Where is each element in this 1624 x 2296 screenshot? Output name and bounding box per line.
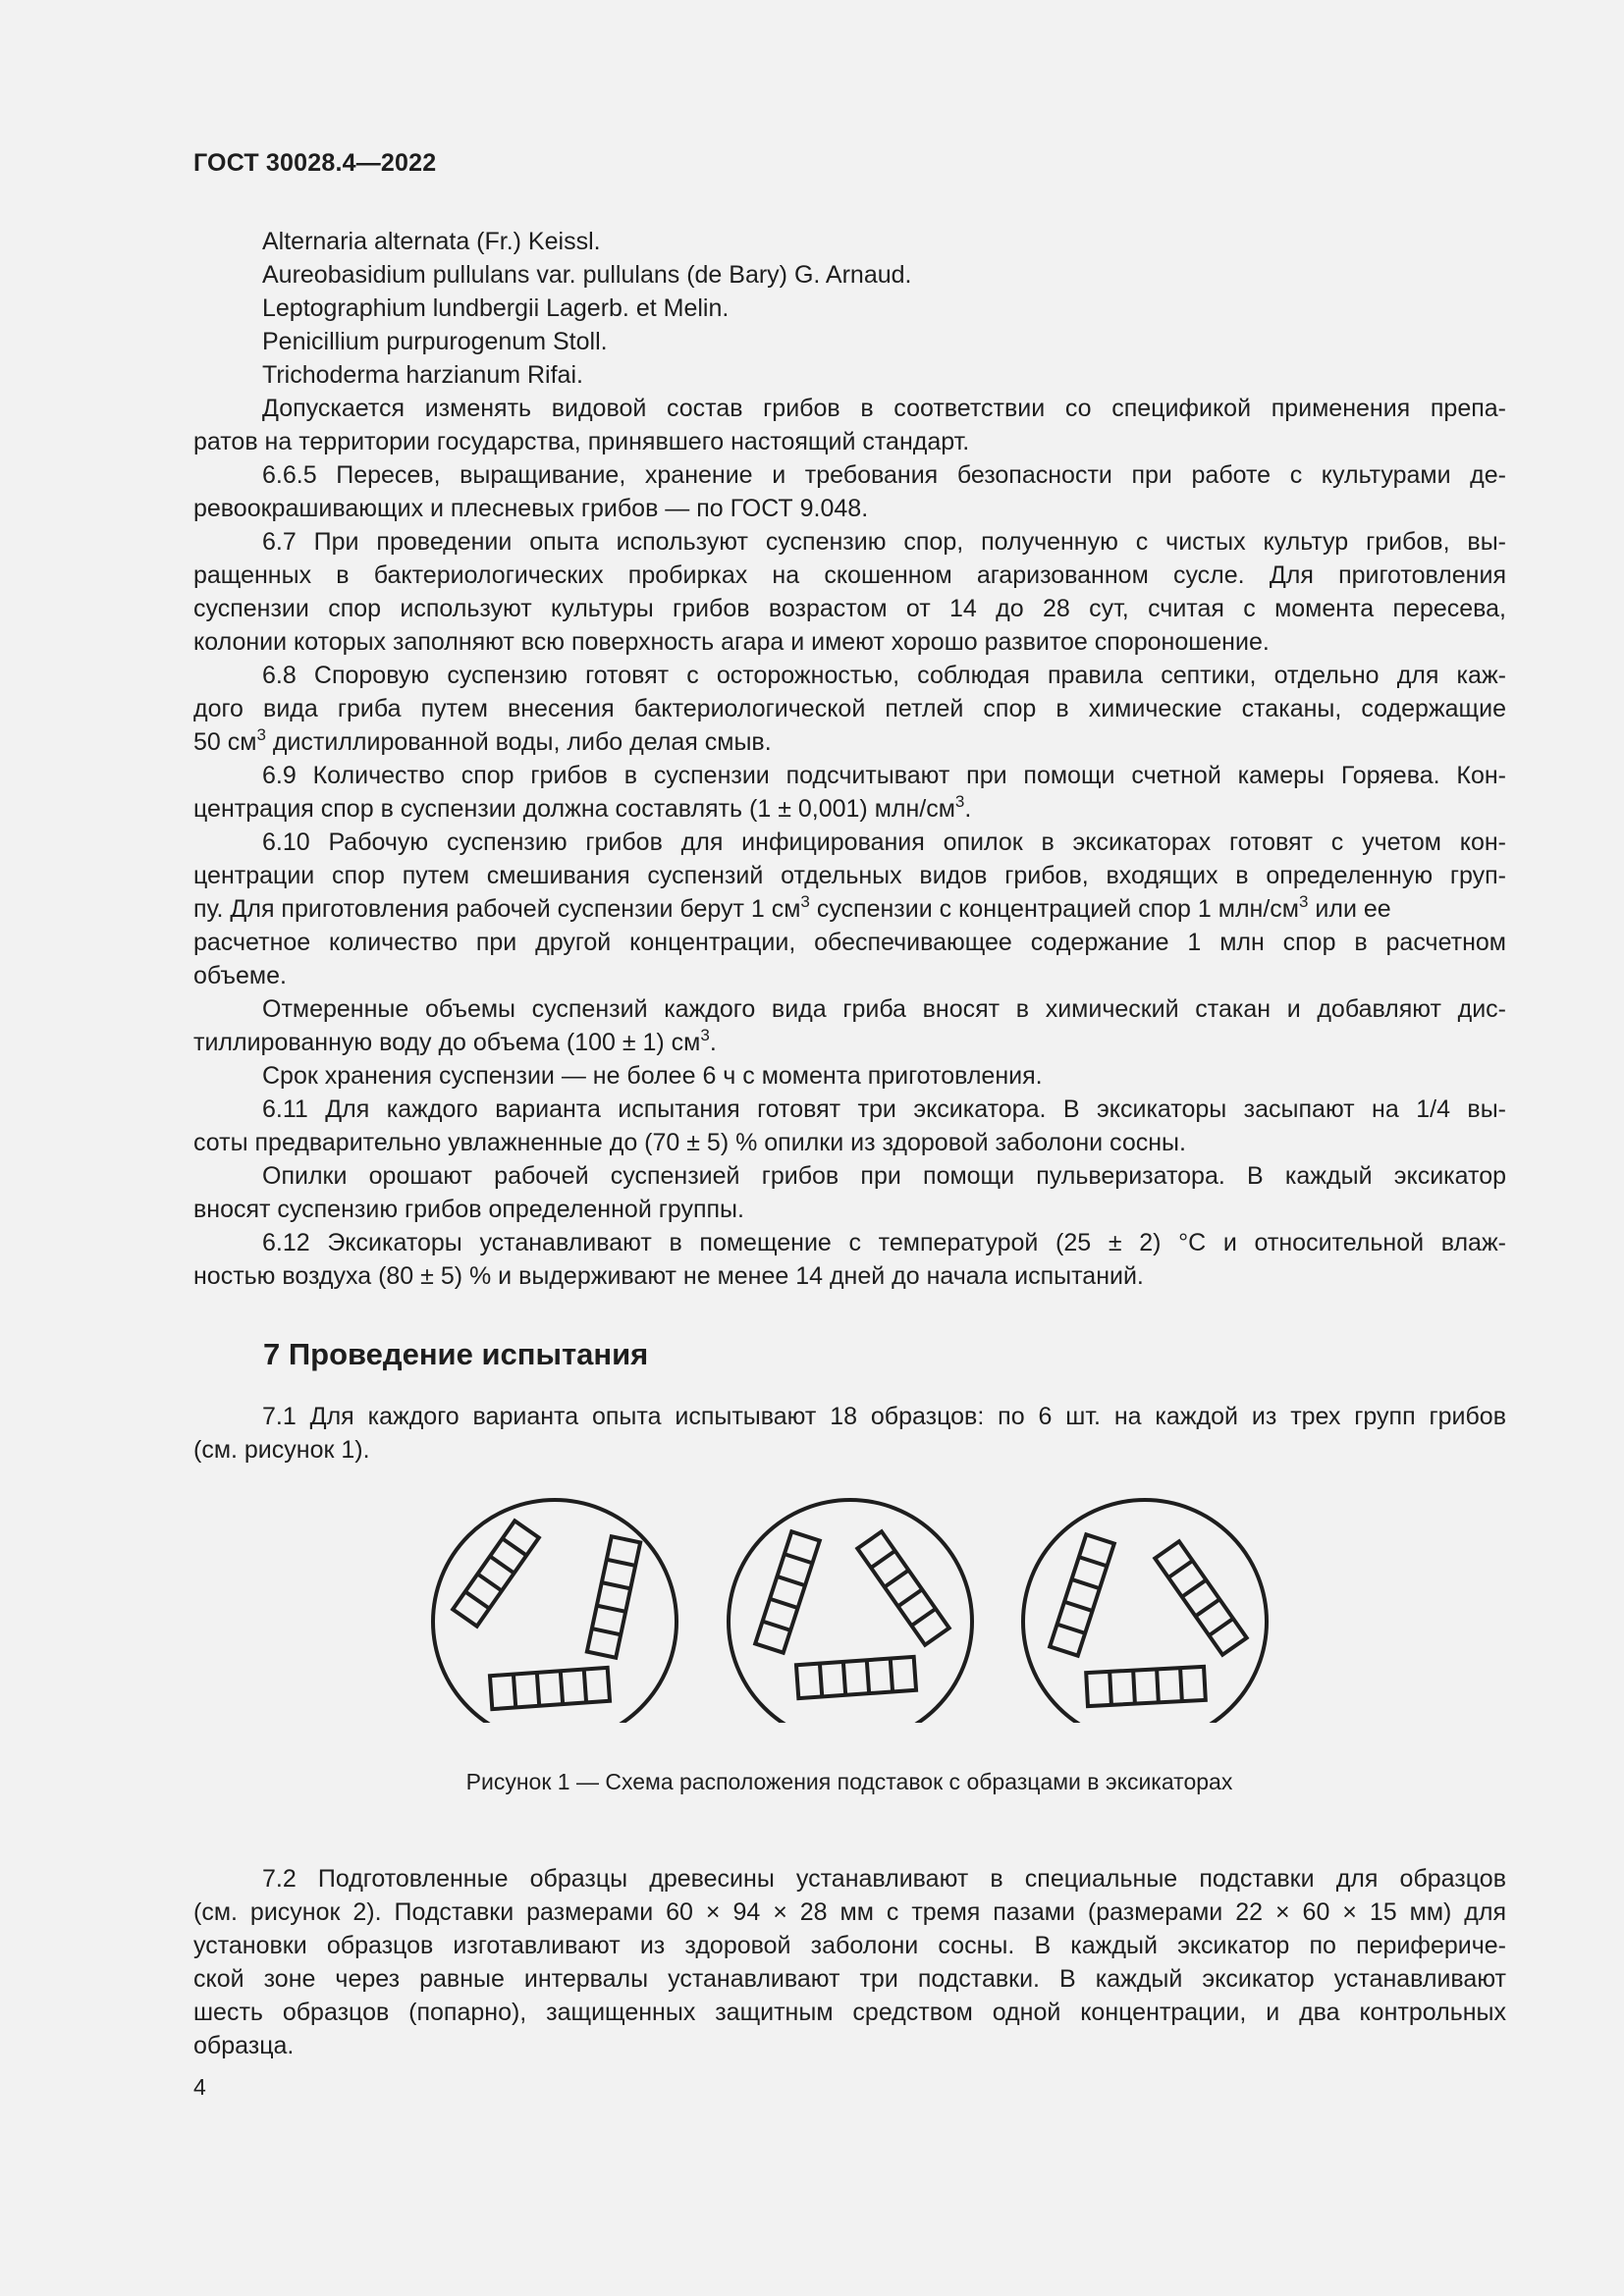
- desiccator-diagram: [422, 1487, 1286, 1723]
- desiccator-1: [433, 1500, 677, 1723]
- text-line: [193, 292, 1506, 325]
- text-run: образца.: [193, 2032, 295, 2059]
- text-run: пу. Для приготовления рабочей суспензии берут 1 см: [193, 895, 801, 923]
- text-line: [193, 1862, 1506, 1896]
- text-line: [193, 2029, 1506, 2062]
- text-run: Срок хранения суспензии — не более 6 ч с момента приготовления.: [262, 1062, 1043, 1090]
- text-line: [193, 659, 1506, 692]
- text-run: 50 см: [193, 728, 257, 756]
- text-line: [193, 225, 1506, 258]
- text-run: вносят суспензию грибов определенной группы.: [193, 1196, 744, 1223]
- text-run: суспензии спор используют культуры грибов возрастом от 14 до 28 сут, считая с момента пересева,: [193, 595, 1506, 622]
- text-run: Trichoderma harzianum Rifai.: [262, 361, 583, 389]
- text-run: центрации спор путем смешивания суспензий отдельных видов грибов, входящих в определенную груп-: [193, 862, 1506, 889]
- desiccator-3: [1023, 1500, 1267, 1723]
- text-run: 6.12 Эксикаторы устанавливают в помещение с температурой (25 ± 2) °С и относительной влаж-: [262, 1229, 1506, 1256]
- text-run: Опилки орошают рабочей суспензией грибов при помощи пульверизатора. В каждый эксикатор: [262, 1162, 1506, 1190]
- text-line: [193, 1126, 1506, 1159]
- text-run: Leptographium lundbergii Lagerb. et Melin.: [262, 294, 730, 322]
- text-run: .: [964, 795, 972, 823]
- text-line: [193, 425, 1506, 458]
- text-line: [193, 1159, 1506, 1193]
- superscript: 3: [800, 892, 810, 911]
- text-run: 6.9 Количество спор грибов в суспензии подсчитывают при помощи счетной камеры Горяева. Кон-: [262, 762, 1506, 789]
- text-run: ратов на территории государства, принявшего настоящий стандарт.: [193, 428, 970, 455]
- document-header: ГОСТ 30028.4—2022: [193, 149, 437, 177]
- text-line: [193, 959, 1506, 992]
- figure-1-caption: Рисунок 1 — Схема расположения подставок с образцами в эксикаторах: [465, 1769, 1233, 1794]
- text-run: 6.11 Для каждого варианта испытания готовят три эксикатора. В эксикаторы засыпают на 1/4 вы-: [262, 1095, 1506, 1123]
- text-run: 6.6.5 Пересев, выращивание, хранение и требования безопасности при работе с культурами де-: [262, 461, 1506, 489]
- figure-1-desiccator-scheme: [422, 1487, 1286, 1723]
- text-line: [193, 1896, 1506, 1929]
- text-line: [193, 1433, 1506, 1467]
- text-run: Aureobasidium pullulans var. pullulans (de Bary) G. Arnaud.: [262, 261, 912, 289]
- text-run: колонии которых заполняют всю поверхность агара и имеют хорошо развитое спороношение.: [193, 628, 1270, 656]
- section-7-title: 7 Проведение испытания: [263, 1337, 649, 1371]
- superscript: 3: [1298, 892, 1309, 911]
- text-run: тиллированную воду до объема (100 ± 1) см: [193, 1029, 701, 1056]
- text-line: [193, 258, 1506, 292]
- text-run: .: [709, 1029, 717, 1056]
- text-run: Отмеренные объемы суспензий каждого вида гриба вносят в химический стакан и добавляют дис-: [262, 995, 1506, 1023]
- text-line: [193, 592, 1506, 625]
- text-line: [193, 992, 1506, 1026]
- text-run: суспензии с концентрацией спор 1 млн/см: [809, 895, 1299, 923]
- text-run: (см. рисунок 2). Подставки размерами 60 × 94 × 28 мм с тремя пазами (размерами 22 × 60 × 15 мм) для: [193, 1898, 1506, 1926]
- text-line: [193, 559, 1506, 592]
- text-line: [193, 1059, 1506, 1093]
- text-line: [193, 892, 1506, 926]
- text-line: [193, 1259, 1506, 1293]
- text-run: 7.2 Подготовленные образцы древесины устанавливают в специальные подставки для образцов: [262, 1865, 1506, 1893]
- text-line: [193, 725, 1506, 759]
- text-line: [193, 325, 1506, 358]
- text-run: центрация спор в суспензии должна составлять (1 ± 0,001) млн/см: [193, 795, 955, 823]
- text-run: 6.8 Споровую суспензию готовят с осторожностью, соблюдая правила септики, отдельно для каж-: [262, 662, 1506, 689]
- superscript: 3: [700, 1026, 710, 1044]
- text-line: [193, 1400, 1506, 1433]
- text-run: 7.1 Для каждого варианта опыта испытывают 18 образцов: по 6 шт. на каждой из трех групп грибов: [262, 1403, 1506, 1430]
- text-line: [193, 492, 1506, 525]
- text-line: [193, 625, 1506, 659]
- page-number: 4: [193, 2074, 206, 2100]
- text-run: ностью воздуха (80 ± 5) % и выдерживают не менее 14 дней до начала испытаний.: [193, 1262, 1144, 1290]
- text-line: [193, 792, 1506, 826]
- text-line: [193, 1996, 1506, 2029]
- text-line: [193, 1193, 1506, 1226]
- text-line: [193, 692, 1506, 725]
- text-line: [193, 392, 1506, 425]
- text-run: соты предварительно увлажненные до (70 ± 5) % опилки из здоровой заболони сосны.: [193, 1129, 1186, 1156]
- text-block-section-6: [193, 225, 1506, 1293]
- text-line: [193, 926, 1506, 959]
- text-run: 6.10 Рабочую суспензию грибов для инфицирования опилок в эксикаторах готовят с учетом кон-: [262, 828, 1506, 856]
- text-run: шесть образцов (попарно), защищенных защитным средством одной концентрации, и два контрольных: [193, 1999, 1506, 2026]
- text-run: ращенных в бактериологических пробирках на скошенном агаризованном сусле. Для приготовления: [193, 561, 1506, 589]
- text-run: установки образцов изготавливают из здоровой заболони сосны. В каждый эксикатор по перифериче-: [193, 1932, 1506, 1959]
- text-run: дого вида гриба путем внесения бактериологической петлей спор в химические стаканы, содержащие: [193, 695, 1506, 722]
- text-line: [193, 525, 1506, 559]
- text-run: расчетное количество при другой концентрации, обеспечивающее содержание 1 млн спор в расчетном: [193, 929, 1506, 956]
- superscript: 3: [256, 725, 266, 744]
- text-line: [193, 859, 1506, 892]
- text-line: [193, 1026, 1506, 1059]
- text-run: дистиллированной воды, либо делая смыв.: [265, 728, 772, 756]
- text-run: объеме.: [193, 962, 287, 989]
- desiccator-2: [729, 1500, 972, 1723]
- text-line: [193, 1093, 1506, 1126]
- text-run: Допускается изменять видовой состав грибов в соответствии со спецификой применения препа-: [262, 395, 1506, 422]
- superscript: 3: [954, 792, 965, 811]
- text-run: (см. рисунок 1).: [193, 1436, 370, 1464]
- text-line: [193, 1962, 1506, 1996]
- text-line: [193, 458, 1506, 492]
- text-line: [193, 759, 1506, 792]
- text-run: ревоокрашивающих и плесневых грибов — по ГОСТ 9.048.: [193, 495, 869, 522]
- text-run: ской зоне через равные интервалы устанавливают три подставки. В каждый эксикатор устанавливают: [193, 1965, 1506, 1993]
- text-block-7-1: [193, 1400, 1506, 1467]
- text-line: [193, 1226, 1506, 1259]
- text-block-7-2: [193, 1862, 1506, 2062]
- text-line: [193, 1929, 1506, 1962]
- text-run: Alternaria alternata (Fr.) Keissl.: [262, 228, 601, 255]
- text-line: [193, 358, 1506, 392]
- text-run: Penicillium purpurogenum Stoll.: [262, 328, 608, 355]
- text-line: [193, 826, 1506, 859]
- text-run: 6.7 При проведении опыта используют суспензию спор, полученную с чистых культур грибов, вы-: [262, 528, 1506, 556]
- text-run: или ее: [1308, 895, 1391, 923]
